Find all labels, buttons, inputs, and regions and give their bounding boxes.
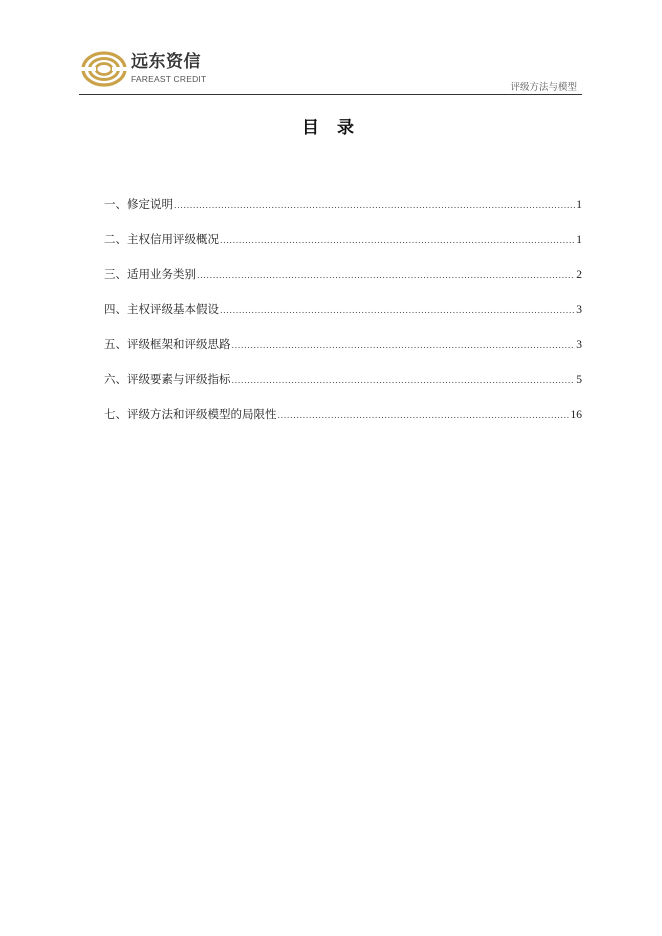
toc-entry[interactable] [104,406,582,441]
toc-entry-label: 一、修定说明 [104,197,173,211]
toc-entry-page: 1 [576,234,582,246]
page-header [79,48,582,95]
toc-entry-label: 六、评级要素与评级指标 [104,372,231,386]
toc-entry-label: 三、适用业务类别 [104,267,196,281]
toc-leader-dots [232,341,576,350]
toc-leader-dots [232,376,576,385]
toc-leader-dots [278,411,570,420]
toc-leader-dots [220,306,575,315]
toc-title: 目 录 [302,118,360,138]
toc-entry-page: 16 [570,409,582,421]
toc-entry[interactable] [104,231,582,266]
toc-entry-label: 七、评级方法和评级模型的局限性 [104,407,277,421]
toc-leader-dots [174,201,575,210]
brand-name-cn: 远东资信 [131,52,201,72]
table-of-contents [104,196,582,441]
toc-entry-page: 5 [576,374,582,386]
toc-entry-label: 二、主权信用评级概况 [104,232,219,246]
toc-leader-dots [220,236,575,245]
document-type-label: 评级方法与模型 [510,82,577,93]
toc-entry-page: 1 [576,199,582,211]
toc-entry[interactable] [104,196,582,231]
toc-entry[interactable] [104,301,582,336]
toc-entry-label: 四、主权评级基本假设 [104,302,219,316]
brand-name-en: FAREAST CREDIT [131,74,207,84]
toc-entry[interactable] [104,336,582,371]
toc-entry-page: 3 [576,304,582,316]
toc-leader-dots [197,271,575,280]
toc-entry-label: 五、评级框架和评级思路 [104,337,231,351]
fareast-logo-icon [81,50,127,88]
toc-entry-page: 3 [576,339,582,351]
toc-entry-page: 2 [576,269,582,281]
toc-entry[interactable] [104,266,582,301]
toc-entry[interactable] [104,371,582,406]
brand-block [131,53,206,84]
